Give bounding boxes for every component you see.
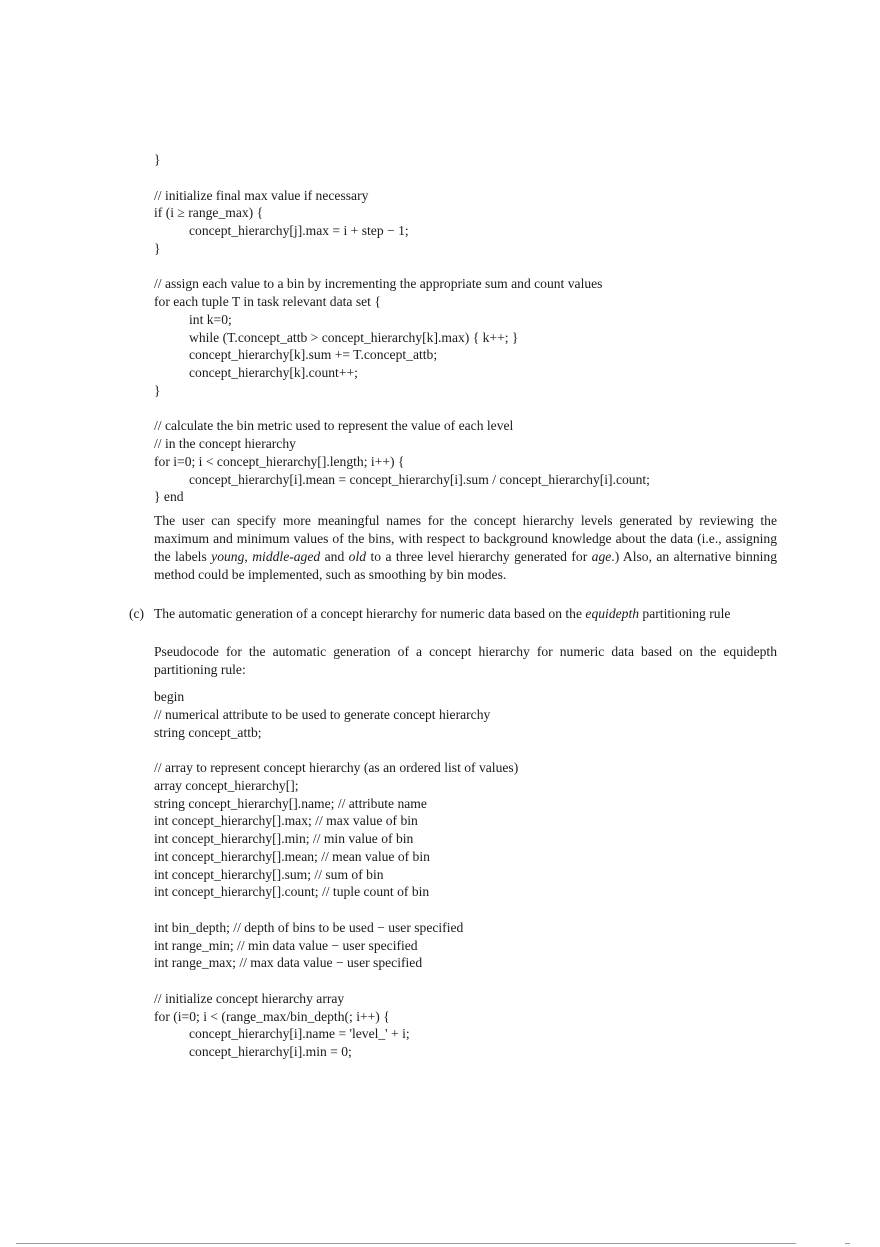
paragraph-text: and xyxy=(320,549,349,564)
heading-emphasis: equidepth xyxy=(585,606,640,621)
code-line: // initialize final max value if necessary xyxy=(154,187,369,203)
heading-text: The automatic generation of a concept hierarchy for numeric data based on the xyxy=(154,606,586,621)
item-c-intro: Pseudocode for the automatic generation of a concept hierarchy for numeric data based on the equidepth partitioning rule: xyxy=(154,644,777,677)
footer-mark xyxy=(845,1243,850,1244)
code-line: // assign each value to a bin by incrementing the appropriate sum and count values xyxy=(154,276,603,292)
code-line: } xyxy=(154,382,161,398)
label-young: young xyxy=(211,549,245,564)
code-line: int range_max; // max data value − user specified xyxy=(154,955,423,971)
item-c-heading xyxy=(154,605,777,623)
paragraph-text: The user can specify more meaningful names for the concept hierarchy levels generated by reviewing the maximum and minimum values of the bins, with respect to background knowledge about the data (i.e., assigning the labels xyxy=(154,513,777,564)
code-line: for (i=0; i < (range_max/bin_depth(; i++) { xyxy=(154,1008,390,1024)
code-line: for i=0; i < concept_hierarchy[].length; i++) { xyxy=(154,453,405,469)
code-line: // numerical attribute to be used to generate concept hierarchy xyxy=(154,706,491,722)
code-line: } xyxy=(154,152,161,167)
paragraph-text: to a three level hierarchy generated for xyxy=(366,549,592,564)
code-line: // initialize concept hierarchy array xyxy=(154,990,345,1006)
footer-rule xyxy=(16,1243,796,1244)
label-old: old xyxy=(348,549,367,564)
label-age: age xyxy=(591,549,612,564)
code-line: // in the concept hierarchy xyxy=(154,436,296,451)
heading-text: partitioning rule xyxy=(639,606,731,621)
code-line: int concept_hierarchy[].min; // min value of bin xyxy=(154,831,414,846)
code-line: begin xyxy=(154,689,185,704)
list-item-label-c: (c) xyxy=(129,606,145,621)
code-line: int range_min; // min data value − user specified xyxy=(154,937,418,953)
code-line: int k=0; xyxy=(189,311,232,327)
code-line: concept_hierarchy[k].count++; xyxy=(189,365,358,380)
code-line: concept_hierarchy[j].max = i + step − 1; xyxy=(189,223,409,238)
code-line: concept_hierarchy[i].mean = concept_hierarchy[i].sum / concept_hierarchy[i].count; xyxy=(189,471,650,487)
code-line: concept_hierarchy[i].min = 0; xyxy=(189,1044,352,1059)
code-line: string concept_attb; xyxy=(154,724,262,740)
binning-explanation-paragraph xyxy=(154,512,777,584)
code-line: for each tuple T in task relevant data set { xyxy=(154,294,381,309)
code-line: if (i ≥ range_max) { xyxy=(154,205,264,221)
code-line: int concept_hierarchy[].count; // tuple count of bin xyxy=(154,884,430,900)
code-line: } xyxy=(154,240,161,256)
code-line: int concept_hierarchy[].mean; // mean value of bin xyxy=(154,848,430,864)
code-line: concept_hierarchy[i].name = 'level_' + i; xyxy=(189,1026,410,1042)
label-middle-aged: middle-aged xyxy=(252,549,321,564)
code-line: while (T.concept_attb > concept_hierarchy[k].max) { k++; } xyxy=(189,329,519,345)
code-line: // calculate the bin metric used to represent the value of each level xyxy=(154,418,514,434)
paragraph-text: , xyxy=(244,549,253,564)
code-line: int concept_hierarchy[].sum; // sum of bin xyxy=(154,866,384,882)
code-line: int bin_depth; // depth of bins to be used − user specified xyxy=(154,919,464,935)
paragraph-text: .) Also, an alternative binning method could be implemented, such as smoothing by bin modes. xyxy=(154,549,777,582)
code-line: array concept_hierarchy[]; xyxy=(154,777,299,793)
code-line: string concept_hierarchy[].name; // attribute name xyxy=(154,795,427,811)
code-line: // array to represent concept hierarchy (as an ordered list of values) xyxy=(154,760,519,775)
code-line: concept_hierarchy[k].sum += T.concept_attb; xyxy=(189,347,438,363)
code-line: } end xyxy=(154,489,184,505)
code-line: int concept_hierarchy[].max; // max value of bin xyxy=(154,813,418,829)
